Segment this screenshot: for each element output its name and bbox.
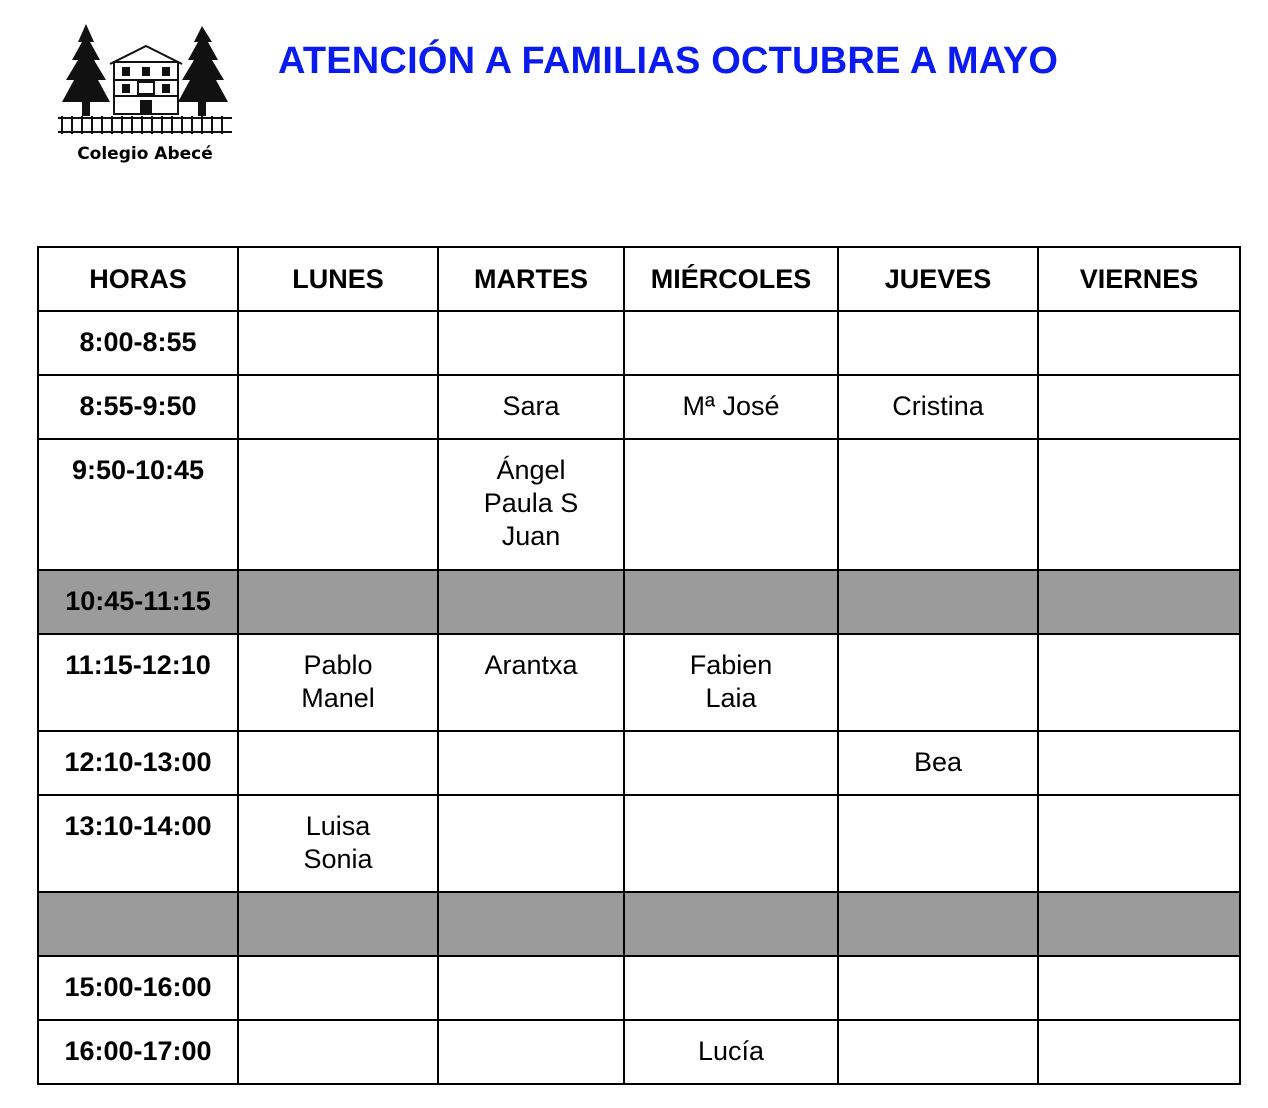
column-header-friday: VIERNES xyxy=(1038,247,1240,311)
schedule-cell xyxy=(238,1020,438,1084)
table-row xyxy=(38,375,1240,439)
hour-cell: 11:15-12:10 xyxy=(38,634,238,731)
schedule-cell xyxy=(238,439,438,570)
page-title: ATENCIÓN A FAMILIAS OCTUBRE A MAYO xyxy=(278,40,1059,82)
schedule-cell xyxy=(238,731,438,795)
schedule-cell xyxy=(838,1020,1038,1084)
schedule-cell xyxy=(838,795,1038,892)
schedule-cell xyxy=(238,892,438,956)
hour-cell: 13:10-14:00 xyxy=(38,795,238,892)
schedule-cell xyxy=(838,439,1038,570)
header-row xyxy=(38,247,1240,311)
schedule-cell xyxy=(238,795,438,892)
hour-cell xyxy=(38,892,238,956)
schedule-cell xyxy=(1038,1020,1240,1084)
schedule-cell xyxy=(624,731,838,795)
hour-cell: 9:50-10:45 xyxy=(38,439,238,570)
teacher-name: Laia xyxy=(705,683,757,713)
schedule-cell xyxy=(438,570,624,634)
schedule-cell xyxy=(624,570,838,634)
teacher-name: Ángel xyxy=(496,455,566,485)
teacher-name: Arantxa xyxy=(484,650,578,680)
logo-caption: Colegio Abecé xyxy=(77,144,213,164)
teacher-name: Manel xyxy=(301,683,375,713)
column-header-thursday: JUEVES xyxy=(838,247,1038,311)
teacher-name: Fabien xyxy=(689,650,773,680)
schedule-cell xyxy=(838,570,1038,634)
schedule-cell xyxy=(624,634,838,731)
hour-cell: 12:10-13:00 xyxy=(38,731,238,795)
schedule-cell xyxy=(238,311,438,375)
schedule-cell xyxy=(1038,439,1240,570)
schedule-cell xyxy=(624,956,838,1020)
table-row xyxy=(38,634,1240,731)
table-row xyxy=(38,956,1240,1020)
school-logo xyxy=(52,20,238,172)
schedule-cell xyxy=(1038,311,1240,375)
schedule-table xyxy=(37,246,1241,1085)
table-row xyxy=(38,439,1240,570)
teacher-name: Lucía xyxy=(697,1036,765,1066)
teacher-name: Sonia xyxy=(303,844,373,874)
schedule-cell xyxy=(238,956,438,1020)
teacher-name: Cristina xyxy=(892,391,984,421)
schedule-cell xyxy=(624,439,838,570)
schedule-cell xyxy=(1038,956,1240,1020)
schedule-cell xyxy=(438,795,624,892)
schedule-cell xyxy=(1038,795,1240,892)
teacher-name: Luisa xyxy=(305,811,371,841)
schedule-cell xyxy=(1038,375,1240,439)
schedule-cell xyxy=(238,634,438,731)
hour-cell: 8:00-8:55 xyxy=(38,311,238,375)
hour-cell: 15:00-16:00 xyxy=(38,956,238,1020)
hour-cell: 10:45-11:15 xyxy=(38,570,238,634)
schedule-cell xyxy=(238,375,438,439)
hour-cell: 8:55-9:50 xyxy=(38,375,238,439)
schedule-cell xyxy=(1038,634,1240,731)
break-row xyxy=(38,570,1240,634)
teacher-name: Juan xyxy=(501,521,561,551)
schedule-cell xyxy=(438,956,624,1020)
table-row xyxy=(38,795,1240,892)
schedule-cell xyxy=(624,892,838,956)
schedule-cell xyxy=(624,311,838,375)
schedule-cell xyxy=(838,731,1038,795)
schedule-cell xyxy=(438,634,624,731)
table-row xyxy=(38,731,1240,795)
schedule-cell xyxy=(1038,892,1240,956)
schedule-cell xyxy=(1038,731,1240,795)
hour-cell: 16:00-17:00 xyxy=(38,1020,238,1084)
column-header-tuesday: MARTES xyxy=(438,247,624,311)
schedule-cell xyxy=(624,1020,838,1084)
schedule-cell xyxy=(838,892,1038,956)
teacher-name: Sara xyxy=(502,391,560,421)
schedule-cell xyxy=(838,634,1038,731)
table-row xyxy=(38,311,1240,375)
table-row xyxy=(38,1020,1240,1084)
column-header-monday: LUNES xyxy=(238,247,438,311)
schedule-cell xyxy=(838,311,1038,375)
break-row xyxy=(38,892,1240,956)
schedule-cell xyxy=(438,311,624,375)
schedule-cell xyxy=(838,375,1038,439)
column-header-hours: HORAS xyxy=(38,247,238,311)
teacher-name: Mª José xyxy=(682,391,780,421)
school-building-icon xyxy=(52,20,238,140)
schedule-cell xyxy=(438,892,624,956)
schedule-cell xyxy=(438,731,624,795)
schedule-cell xyxy=(238,570,438,634)
schedule-cell xyxy=(438,375,624,439)
teacher-name: Pablo xyxy=(303,650,373,680)
column-header-wednesday: MIÉRCOLES xyxy=(624,247,838,311)
schedule-cell xyxy=(1038,570,1240,634)
schedule-cell xyxy=(438,439,624,570)
teacher-name: Paula S xyxy=(483,488,579,518)
teacher-name: Bea xyxy=(913,747,963,777)
schedule-cell xyxy=(624,375,838,439)
schedule-cell xyxy=(624,795,838,892)
schedule-cell xyxy=(438,1020,624,1084)
schedule-cell xyxy=(838,956,1038,1020)
